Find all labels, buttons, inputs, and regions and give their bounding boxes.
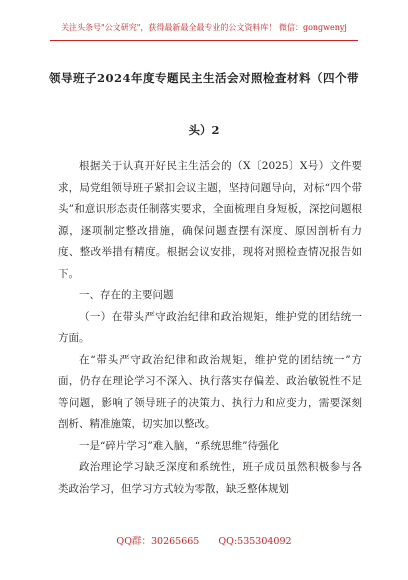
body-paragraph: 政治理论学习缺乏深度和系统性，班子成员虽然积极参与各类政治学习，但学习方式较为零散，缺乏整体规划	[58, 461, 362, 495]
footer-qq-group: QQ群：30265665	[116, 536, 200, 547]
footer-qq-number: QQ:535304092	[218, 536, 292, 547]
document-title-line-2: 头）2	[188, 123, 220, 137]
document-body	[58, 156, 362, 500]
intro-paragraph: 根据关于认真开好民主生活会的（X〔2025〕X号）文件要求，局党组领导班子紧扣会议主题，坚持问题导向，对标“四个带头”和意识形态责任制落实要求，全面梳理自身短板，深挖问题根源，逐项制定整改措施，确保问题查摆有深度、原因剖析有力度、整改举措有精度。根据会议安排，现将对照检查情况报告如下。	[58, 160, 362, 280]
header-notice: 关注头条号"公文研究"，获得最新最全最专业的公文资料库！ 微信：gongwenyj	[61, 23, 347, 32]
body-paragraph: 在“带头严守政治纪律和政治规矩，维护党的团结统一”方面，仍存在理论学习不深入、执行落实存偏差、政治敏锐性不足等问题，影响了领导班子的决策力、执行力和应变力，需要深刻剖析、精准施策，切实加以整改。	[58, 353, 362, 430]
header-divider	[50, 40, 358, 41]
point-heading-1: 一是“碎片学习”难入脑，“系统思维”待强化	[79, 439, 279, 452]
document-title-line-1: 领导班子2024年度专题民主生活会对照检查材料（四个带	[48, 71, 359, 85]
subsection-heading-1: （一）在带头严守政治纪律和政治规矩，维护党的团结统一方面。	[58, 310, 362, 344]
footer-contact	[0, 533, 408, 547]
section-heading-problems: 一、存在的主要问题	[79, 289, 174, 301]
